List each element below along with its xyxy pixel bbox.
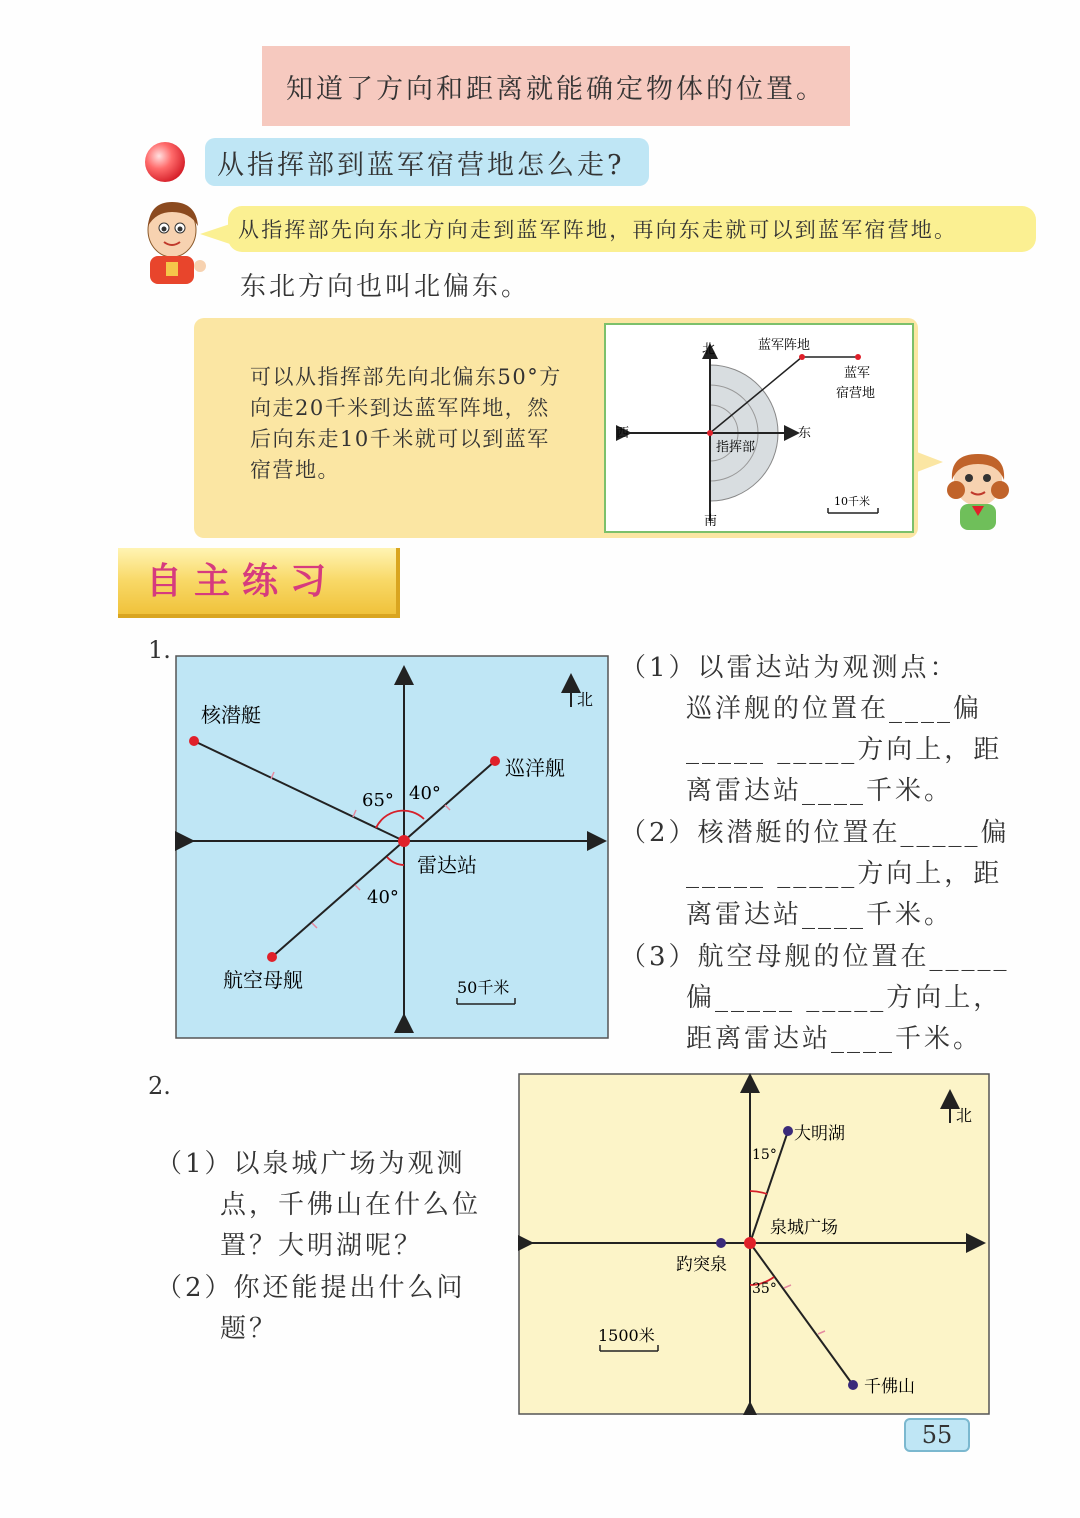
ex1-q2-line3: 离雷达站____千米。 (686, 900, 954, 930)
map2-mountain-label: 千佛山 (864, 1377, 915, 1397)
boy-speech: 从指挥部先向东北方向走到蓝军阵地，再向东走就可以到蓝军宿营地。 (228, 206, 1036, 252)
map-camp-label-1: 蓝军 (844, 366, 871, 381)
ex1-q2-line1: （2）核潜艇的位置在_____偏 (620, 818, 1010, 848)
map2-center-label: 泉城广场 (770, 1218, 838, 1238)
ex1-q1-line3: _____ _____方向上，距 (686, 735, 1003, 765)
command-dot (707, 430, 713, 436)
map1-center-label: 雷达站 (417, 853, 477, 877)
map1-angle-submarine: 65° (362, 790, 394, 811)
example-text: 可以从指挥部先向北偏东50°方向走20千米到达蓝军阵地，然后向东走10千米就可以到蓝军宿营地。 (250, 365, 562, 482)
ex2-q1-line1: （1）以泉城广场为观测 (156, 1149, 466, 1179)
speech-tail (200, 224, 230, 244)
map-camp-label-2: 宿营地 (836, 386, 876, 401)
map1-scale-label: 50千米 (457, 978, 510, 997)
map-east-label: 东 (798, 426, 812, 441)
page-number: 55 (904, 1418, 970, 1452)
ex2-q2-line2: 题？ (220, 1314, 279, 1344)
ex2-q1-line2: 点，千佛山在什么位 (220, 1190, 482, 1220)
map1-submarine-label: 核潜艇 (201, 703, 261, 727)
section-title: 自主练习 (146, 561, 339, 602)
ex2-q2-line1: （2）你还能提出什么问 (156, 1273, 466, 1303)
map-south-label: 南 (704, 514, 718, 529)
ex1-q3-line1: （3）航空母舰的位置在_____ (620, 942, 1010, 972)
main-question: 从指挥部到蓝军宿营地怎么走? (205, 138, 649, 186)
camp-dot (855, 354, 861, 360)
map2-lake-label: 大明湖 (794, 1124, 845, 1144)
exercise-1-map (175, 655, 609, 1039)
ex2-q1-line3: 置？大明湖呢？ (220, 1231, 424, 1261)
map-scale-label: 10千米 (834, 495, 870, 508)
position-dot (799, 354, 805, 360)
ex1-q1-line2: 巡洋舰的位置在____偏 (686, 694, 983, 724)
map1-cruiser-label: 巡洋舰 (505, 756, 565, 780)
ex1-q3-line3: 距离雷达站____千米。 (686, 1024, 983, 1054)
map1-carrier-label: 航空母舰 (223, 968, 303, 992)
ex1-q1-line1: （1）以雷达站为观测点： (620, 653, 959, 683)
example-map (604, 323, 914, 533)
note-text: 东北方向也叫北偏东。 (240, 272, 531, 302)
map1-north-label: 北 (577, 690, 594, 709)
map1-angle-carrier: 40° (367, 887, 399, 908)
map-north-label: 北 (702, 342, 716, 357)
ex1-q2-line2: _____ _____方向上，距 (686, 859, 1003, 889)
ex1-q3-line2: 偏_____ _____方向上， (686, 983, 1003, 1013)
map2-north-label: 北 (956, 1106, 973, 1125)
exercise-2-number: 2. (148, 1072, 171, 1100)
map2-scale-label: 1500米 (598, 1326, 655, 1345)
map2-angle-lake: 15° (752, 1147, 777, 1163)
exercise-2-map (518, 1073, 990, 1415)
map1-angle-cruiser: 40° (409, 783, 441, 804)
map-position-label: 蓝军阵地 (758, 338, 811, 353)
lesson-banner: 知道了方向和距离就能确定物体的位置。 (262, 46, 850, 126)
map-command-label: 指挥部 (716, 440, 756, 455)
map2-angle-mountain: 35° (752, 1281, 777, 1297)
red-ball-icon (145, 142, 185, 182)
map2-spring-label: 趵突泉 (676, 1255, 727, 1275)
girl-character-icon (938, 446, 1018, 532)
ex1-q1-line4: 离雷达站____千米。 (686, 776, 954, 806)
map-west-label: 西 (616, 426, 630, 441)
exercise-1-number: 1. (148, 636, 171, 664)
